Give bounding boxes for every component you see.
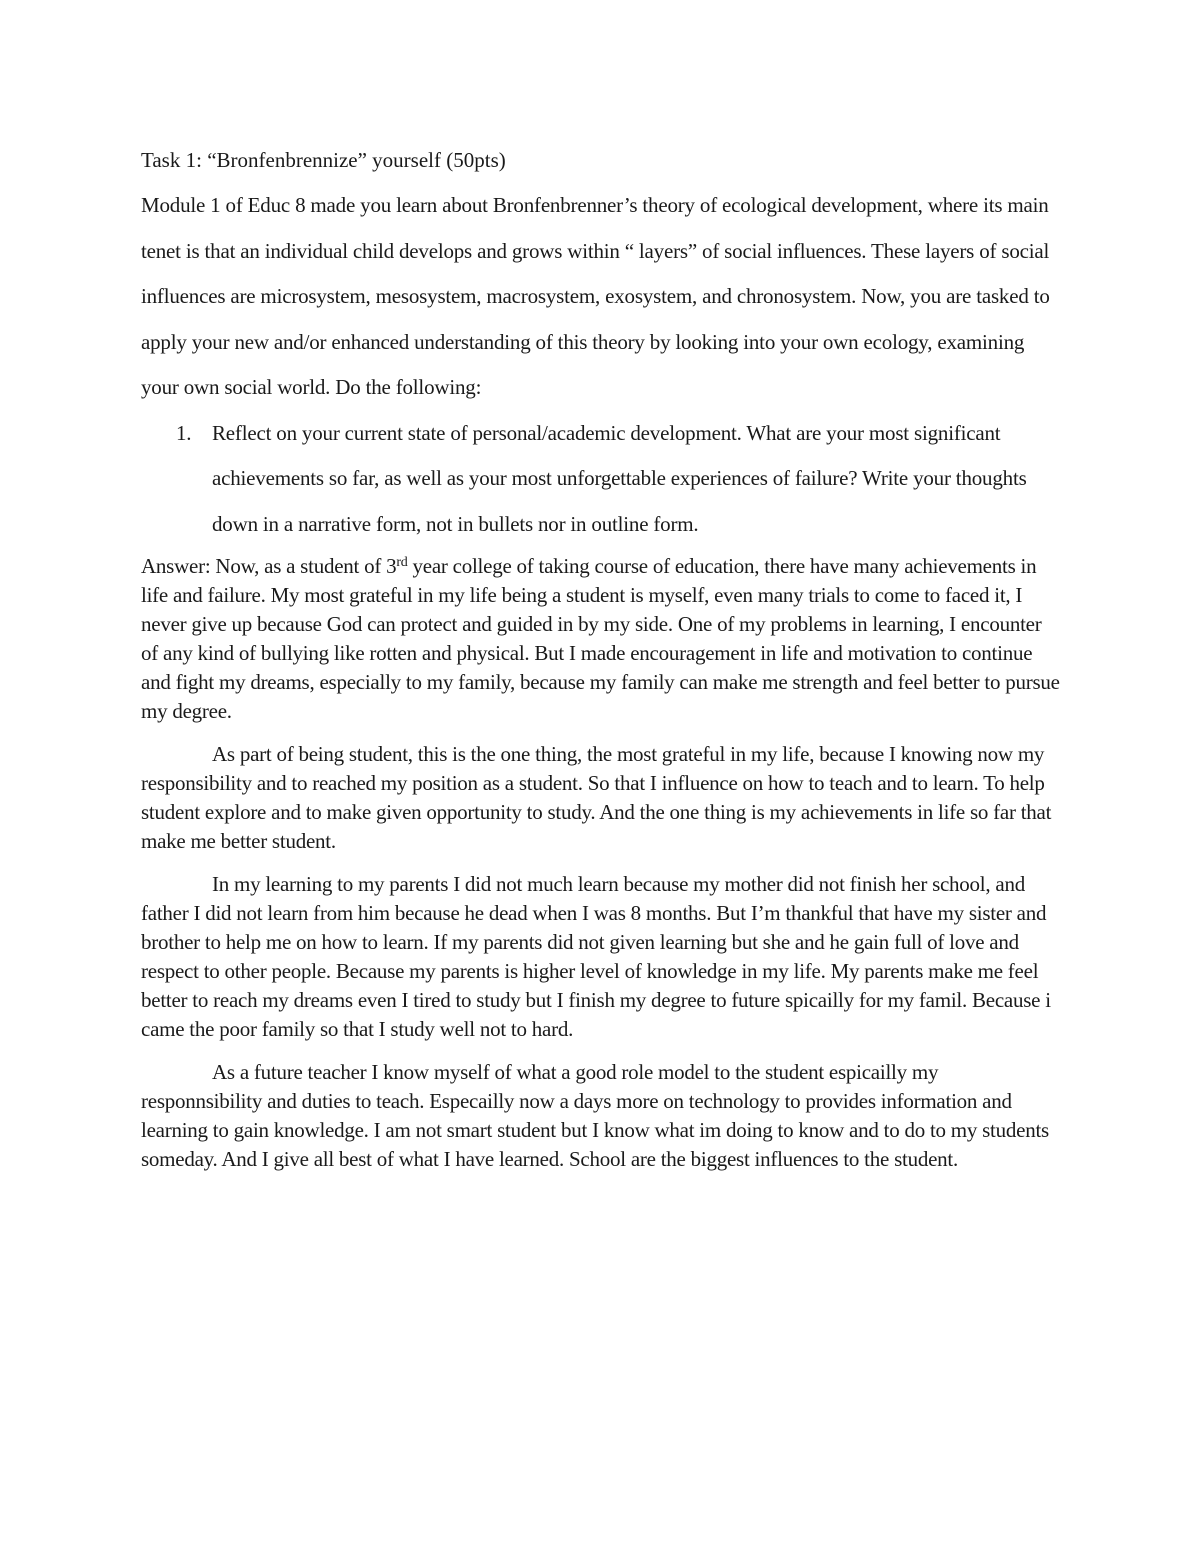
body-paragraph-1: As part of being student, this is the one thing, the most grateful in my life, because I knowing now my responsibility and to reached my position as a student. So that I influence on how to teach and to learn. To help student explore and to make given opportunity to study. And the one thing is my achievements in life so far that make me better student. [141, 742, 1052, 853]
body-paragraph-2: In my learning to my parents I did not much learn because my mother did not finish her school, and father I did not learn from him because he dead when I was 8 months. But I’m thankful that have my sister and brother to help me on how to learn. If my parents did not given learning but she and he gain full of love and respect to other people. Because my parents is higher level of knowledge in my life. My parents make me feel better to reach my dreams even I tired to study but I finish my degree to future spicailly for my famil. Because i came the poor family so that I study well not to hard. [141, 872, 1051, 1041]
answer-text-start: Answer: Now, as a student of 3 [141, 554, 397, 578]
instruction-item [141, 411, 1061, 548]
intro-paragraph: Module 1 of Educ 8 made you learn about Bronfenbrenner’s theory of ecological development, where its main tenet is that an individual child develops and grows within “ layers” of social influences. These layers of social influences are microsystem, mesosystem, macrosystem, exosystem, and chronosystem. Now, you are tasked to apply your new and/or enhanced understanding of this theory by looking into your own ecology, examining your own social world. Do the following: [141, 193, 1050, 399]
document-body [141, 138, 1061, 1174]
instruction-list [141, 411, 1061, 548]
instruction-number: 1. [176, 420, 192, 445]
answer-paragraph [141, 552, 1061, 726]
task-title: Task 1: “Bronfenbrennize” yourself (50pts) [141, 148, 506, 172]
body-paragraph-3: As a future teacher I know myself of what a good role model to the student espicailly my responnsibility and duties to teach. Especailly now a days more on technology to provides information and learning to gain knowledge. I am not smart student but I know what im doing to know and to do to my students someday. And I give all best of what I have learned. School are the biggest influences to the student. [141, 1060, 1049, 1171]
instruction-text: Reflect on your current state of personal/academic development. What are your most significant achievements so far, as well as your most unforgettable experiences of failure? Write your thoughts down in a narrative form, not in bullets nor in outline form. [212, 420, 1027, 536]
answer-superscript: rd [396, 555, 408, 570]
answer-text-end: year college of taking course of education, there have many achievements in life and failure. My most grateful in my life being a student is myself, even many trials to come to faced it, I never give up because God can protect and guided in by my side. One of my problems in learning, I encounter of any kind of bullying like rotten and physical. But I made encouragement in life and motivation to continue and fight my dreams, especially to my family, because my family can make me strength and feel better to pursue my degree. [141, 554, 1060, 723]
